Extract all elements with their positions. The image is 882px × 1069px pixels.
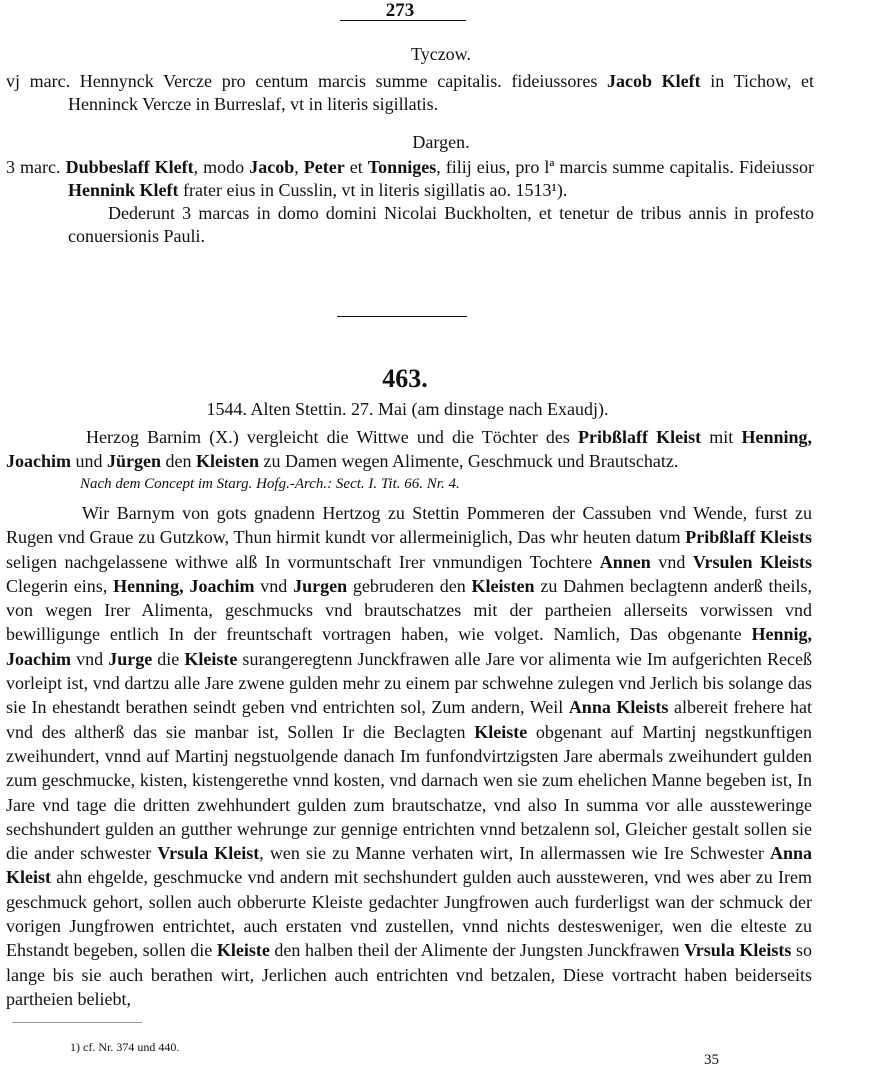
entry-dargen [6, 156, 814, 248]
text-run: Wir Barnym von gots gnadenn Hertzog zu Stettin Pommeren der Cassuben vnd Wende, furst zu Rugen vnd Graue zu Gutzkow, Thun hirmit kundt vor allermeiniglich, Das whr heuten datum [6, 503, 812, 548]
document-body [6, 501, 812, 1011]
source-citation: Nach dem Concept im Starg. Hofg.-Arch.: Sect. I. Tit. 66. Nr. 4. [80, 476, 460, 492]
entry-dargen-p1 [6, 156, 814, 202]
name-bold: Jürgen [107, 451, 161, 471]
name-bold: Jurgen [293, 575, 348, 596]
name-bold: Anna Kleist [6, 843, 812, 888]
name-bold: Hennig, Joachim [6, 624, 812, 669]
text-run: zu Damen wegen Alimente, Geschmuck und Brautschatz. [259, 451, 679, 471]
name-bold: Peter [303, 157, 345, 177]
name-bold: Kleisten [196, 451, 259, 471]
text-run: , modo [193, 157, 250, 177]
page-number: 273 [385, 0, 415, 21]
name-bold: Kleisten [471, 575, 535, 596]
text-run: in [700, 71, 725, 91]
name-bold: Henning, Joachim [6, 427, 812, 471]
section-title-tyczow: Tyczow. [410, 44, 472, 64]
text-run: seligen nachgelassene withwe alß In vormuntschaft Irer vnmundigen Tochtere [6, 551, 600, 572]
name-bold: Kleiste [474, 721, 528, 742]
text-run: albereit frehere hat vnd des altherß das sie manbar ist, Sollen Ir die Beclagten [6, 697, 812, 742]
text-run: Herzog Barnim (X.) vergleicht die Wittwe und die Töchter des [86, 427, 579, 447]
name-bold: Vrsula Kleist [157, 843, 260, 864]
text-run: ahn ehgelde, geschmucke vnd andern mit sechshundert gulden auch aussteweren, vnd wes aber zu Irem geschmuck gehort, sollen auch obberurte Kleiste gedachter Jungfrowen auch furderligst wan der schmuck der vorigen Jungfrowen entrichtet, auch erstaten vnd zustellen, vnnd nichts destesweniger, wen die elteste zu Ehstandt begeben, sollen die [6, 867, 812, 961]
text-run: vj marc. Hennynck Vercze pro centum marcis summe capitalis. fideiussores [6, 71, 608, 91]
name-bold: Jacob [249, 157, 295, 177]
document-summary [6, 425, 812, 473]
text-run: gebruderen den [347, 575, 472, 596]
text-run: et [344, 157, 368, 177]
entry-dargen-p2: Dederunt 3 marcas in domo domini Nicolai Buckholten, et tenetur de tribus annis in profesto conuersionis Pauli. [68, 203, 814, 246]
footnote-rule [12, 1022, 142, 1023]
text-run: und [71, 451, 107, 471]
name-bold: Vrsulen Kleists [692, 551, 812, 572]
name-bold: Kleiste [216, 940, 270, 961]
name-bold: Anna Kleists [568, 697, 669, 718]
text-run: den [161, 451, 196, 471]
text-run: , filij eius, pro lª marcis summe capitalis. Fideiussor [436, 157, 814, 177]
document-number: 463. [382, 364, 428, 393]
text-run: surangeregtenn Junckfrawen alle Jare vor alimenta wie Im aufgerichten Receß vorleipt ist, vnd dartzu alle Jare zwene gulden mehr zu einem par schwehne zulegen vnd Jerlich bis solange das sie In ehestandt berathen seindt geben vnd entrichten sol, Zum andern, Weil [6, 648, 812, 718]
text-run: , [294, 157, 304, 177]
text-run: obgenant auf Martinj negstkunftigen zweihundert, vnnd auf Martinj negstuolgende danach Im funfondvirtzigsten Jare abermals zweihundert gulden zum geschmucke, kisten, kistengerethe vnnd kosten, vnd darnach wen sie zum ehelichen Manne begeben ist, In Jare vnd tage die dritten zwehhundert gulden zum brautschatze, vnd also In summa vor alle aussteweringe sechshundert gulden an gutther wehrunge zur gennige entrichten vnnd betzalenn sol, Gleicher gestalt sollen sie die ander schwester [6, 721, 813, 864]
footnote: 1) cf. Nr. 374 und 440. [70, 1040, 180, 1054]
text-run: den halben theil der Alimente der Jungsten Junckfrawen [269, 940, 685, 961]
name-bold: Kleiste [184, 648, 238, 669]
body-paragraph [6, 501, 812, 1011]
name-bold: Hennink Kleft [68, 180, 179, 200]
name-bold: Vrsula Kleists [684, 940, 792, 961]
section-divider [337, 316, 467, 317]
entry-tyczow-text [6, 70, 814, 116]
text-run: vnd [650, 551, 693, 572]
name-bold: Jurge [108, 648, 153, 669]
text-run: zu Dahmen beclagtenn anderß theils, von wegen Irer Alimenta, geschmucks vnd brautschatzes mit der partheien allerseits vorwissen vnd bewilligunge entlich In der freuntschaft vortragen haben, wie volget. Namlich, Das obgenante [6, 575, 812, 645]
name-bold: Dubbeslaff Kleft [65, 157, 194, 177]
text-run: Clegerin eins, [6, 575, 114, 596]
name-bold: Tonniges [367, 157, 437, 177]
text-run: die [152, 648, 185, 669]
text-run: , wen sie zu Manne verhaten wirt, In allermassen wie Ire Schwester [259, 843, 770, 864]
text-run: 3 marc. [6, 157, 66, 177]
text-run: mit [701, 427, 742, 447]
text-run: Tichow, et Henninck Vercze in Burreslaf, vt in literis sigillatis. [68, 71, 814, 114]
name-bold: Jacob Kleft [607, 71, 701, 91]
document-date-line: 1544. Alten Stettin. 27. Mai (am dinstage nach Exaudj). [206, 399, 609, 419]
header-rule [340, 20, 466, 21]
entry-tyczow [6, 70, 814, 116]
signature-mark: 35 [704, 1052, 719, 1068]
text-run: so lange bis sie auch berathen wirt, Jerlichen auch entrichten vnd betzalen, Diese vortracht haben beiderseits partheien beliebt, [6, 940, 812, 1009]
text-run: vnd [71, 648, 109, 669]
name-bold: Annen [599, 551, 651, 572]
name-bold: Pribßlaff Kleist [578, 427, 702, 447]
name-bold: Pribßlaff Kleists [685, 527, 812, 548]
section-title-dargen: Dargen. [412, 132, 470, 152]
text-run: vnd [254, 575, 294, 596]
text-run: frater eius in Cusslin, vt in literis sigillatis ao. 1513¹). [178, 180, 568, 200]
name-bold: Henning, Joachim [113, 575, 255, 596]
